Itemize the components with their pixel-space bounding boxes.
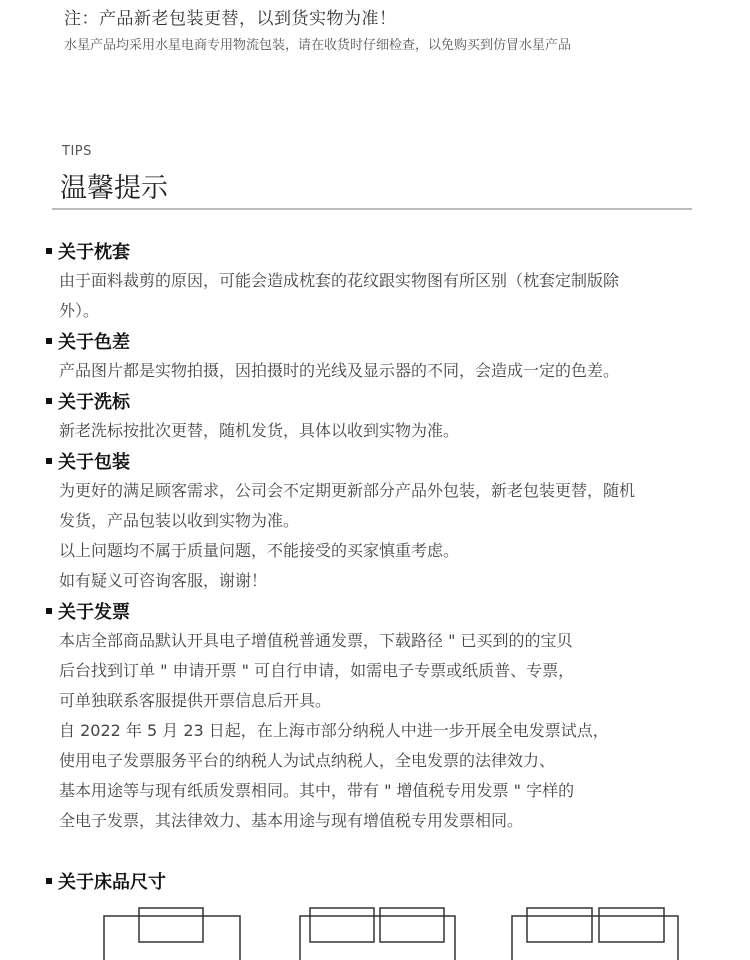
tips-title: 温馨提示: [60, 173, 168, 204]
logistics-notice: 水星产品均采用水星电商专用物流包装，请在收货时仔细检查，以免购买到仿冒水星产品: [64, 38, 572, 53]
bullet-icon: [46, 338, 52, 344]
bed-diagram-single: [104, 908, 240, 960]
section-line: 外）。: [59, 301, 100, 320]
section-line: 自 2022 年 5 月 23 日起，在上海市部分纳税人中进一步开展全电发票试点，: [59, 721, 609, 740]
bullet-icon: [46, 608, 52, 614]
section-line: 全电子发票，其法律效力、基本用途与现有增值税专用发票相同。: [59, 811, 524, 830]
section-heading-invoice: 关于发票: [46, 598, 130, 624]
section-line: 可单独联系客服提供开票信息后开具。: [59, 691, 332, 710]
bed-diagram-wide: [512, 908, 678, 960]
section-line: 基本用途等与现有纸质发票相同。其中，带有 " 增值税专用发票 " 字样的: [59, 781, 575, 800]
packaging-notice: 注：产品新老包装更替，以到货实物为准！: [64, 9, 397, 29]
section-heading-pillowcase: 关于枕套: [46, 238, 130, 264]
bullet-icon: [46, 398, 52, 404]
section-line: 为更好的满足顾客需求，公司会不定期更新部分产品外包装，新老包装更替，随机: [59, 481, 636, 500]
bullet-icon: [46, 878, 52, 884]
section-heading-bedding-size: 关于床品尺寸: [46, 868, 166, 894]
section-heading-color: 关于色差: [46, 328, 130, 354]
section-heading-packaging: 关于包装: [46, 448, 130, 474]
section-line: 产品图片都是实物拍摄，因拍摄时的光线及显示器的不同，会造成一定的色差。: [59, 361, 620, 380]
tips-divider: [52, 208, 692, 210]
bullet-icon: [46, 248, 52, 254]
bullet-icon: [46, 458, 52, 464]
section-line: 由于面料裁剪的原因，可能会造成枕套的花纹跟实物图有所区别（枕套定制版除: [59, 271, 620, 290]
section-line: 后台找到订单 " 申请开票 " 可自行申请，如需电子专票或纸质普、专票，: [59, 661, 575, 680]
section-line: 如有疑义可咨询客服，谢谢！: [59, 571, 268, 590]
bed-diagram-double: [300, 908, 455, 960]
section-line: 发货，产品包装以收到实物为准。: [59, 511, 300, 530]
tips-label: TIPS: [62, 144, 92, 159]
section-line: 以上问题均不属于质量问题，不能接受的买家慎重考虑。: [59, 541, 460, 560]
section-line: 新老洗标按批次更替，随机发货，具体以收到实物为准。: [59, 421, 460, 440]
section-line: 本店全部商品默认开具电子增值税普通发票，下载路径 " 已买到的的宝贝: [59, 631, 573, 650]
section-heading-wash-label: 关于洗标: [46, 388, 130, 414]
bed-size-diagrams: [0, 900, 750, 960]
section-line: 使用电子发票服务平台的纳税人为试点纳税人，全电发票的法律效力、: [59, 751, 556, 770]
